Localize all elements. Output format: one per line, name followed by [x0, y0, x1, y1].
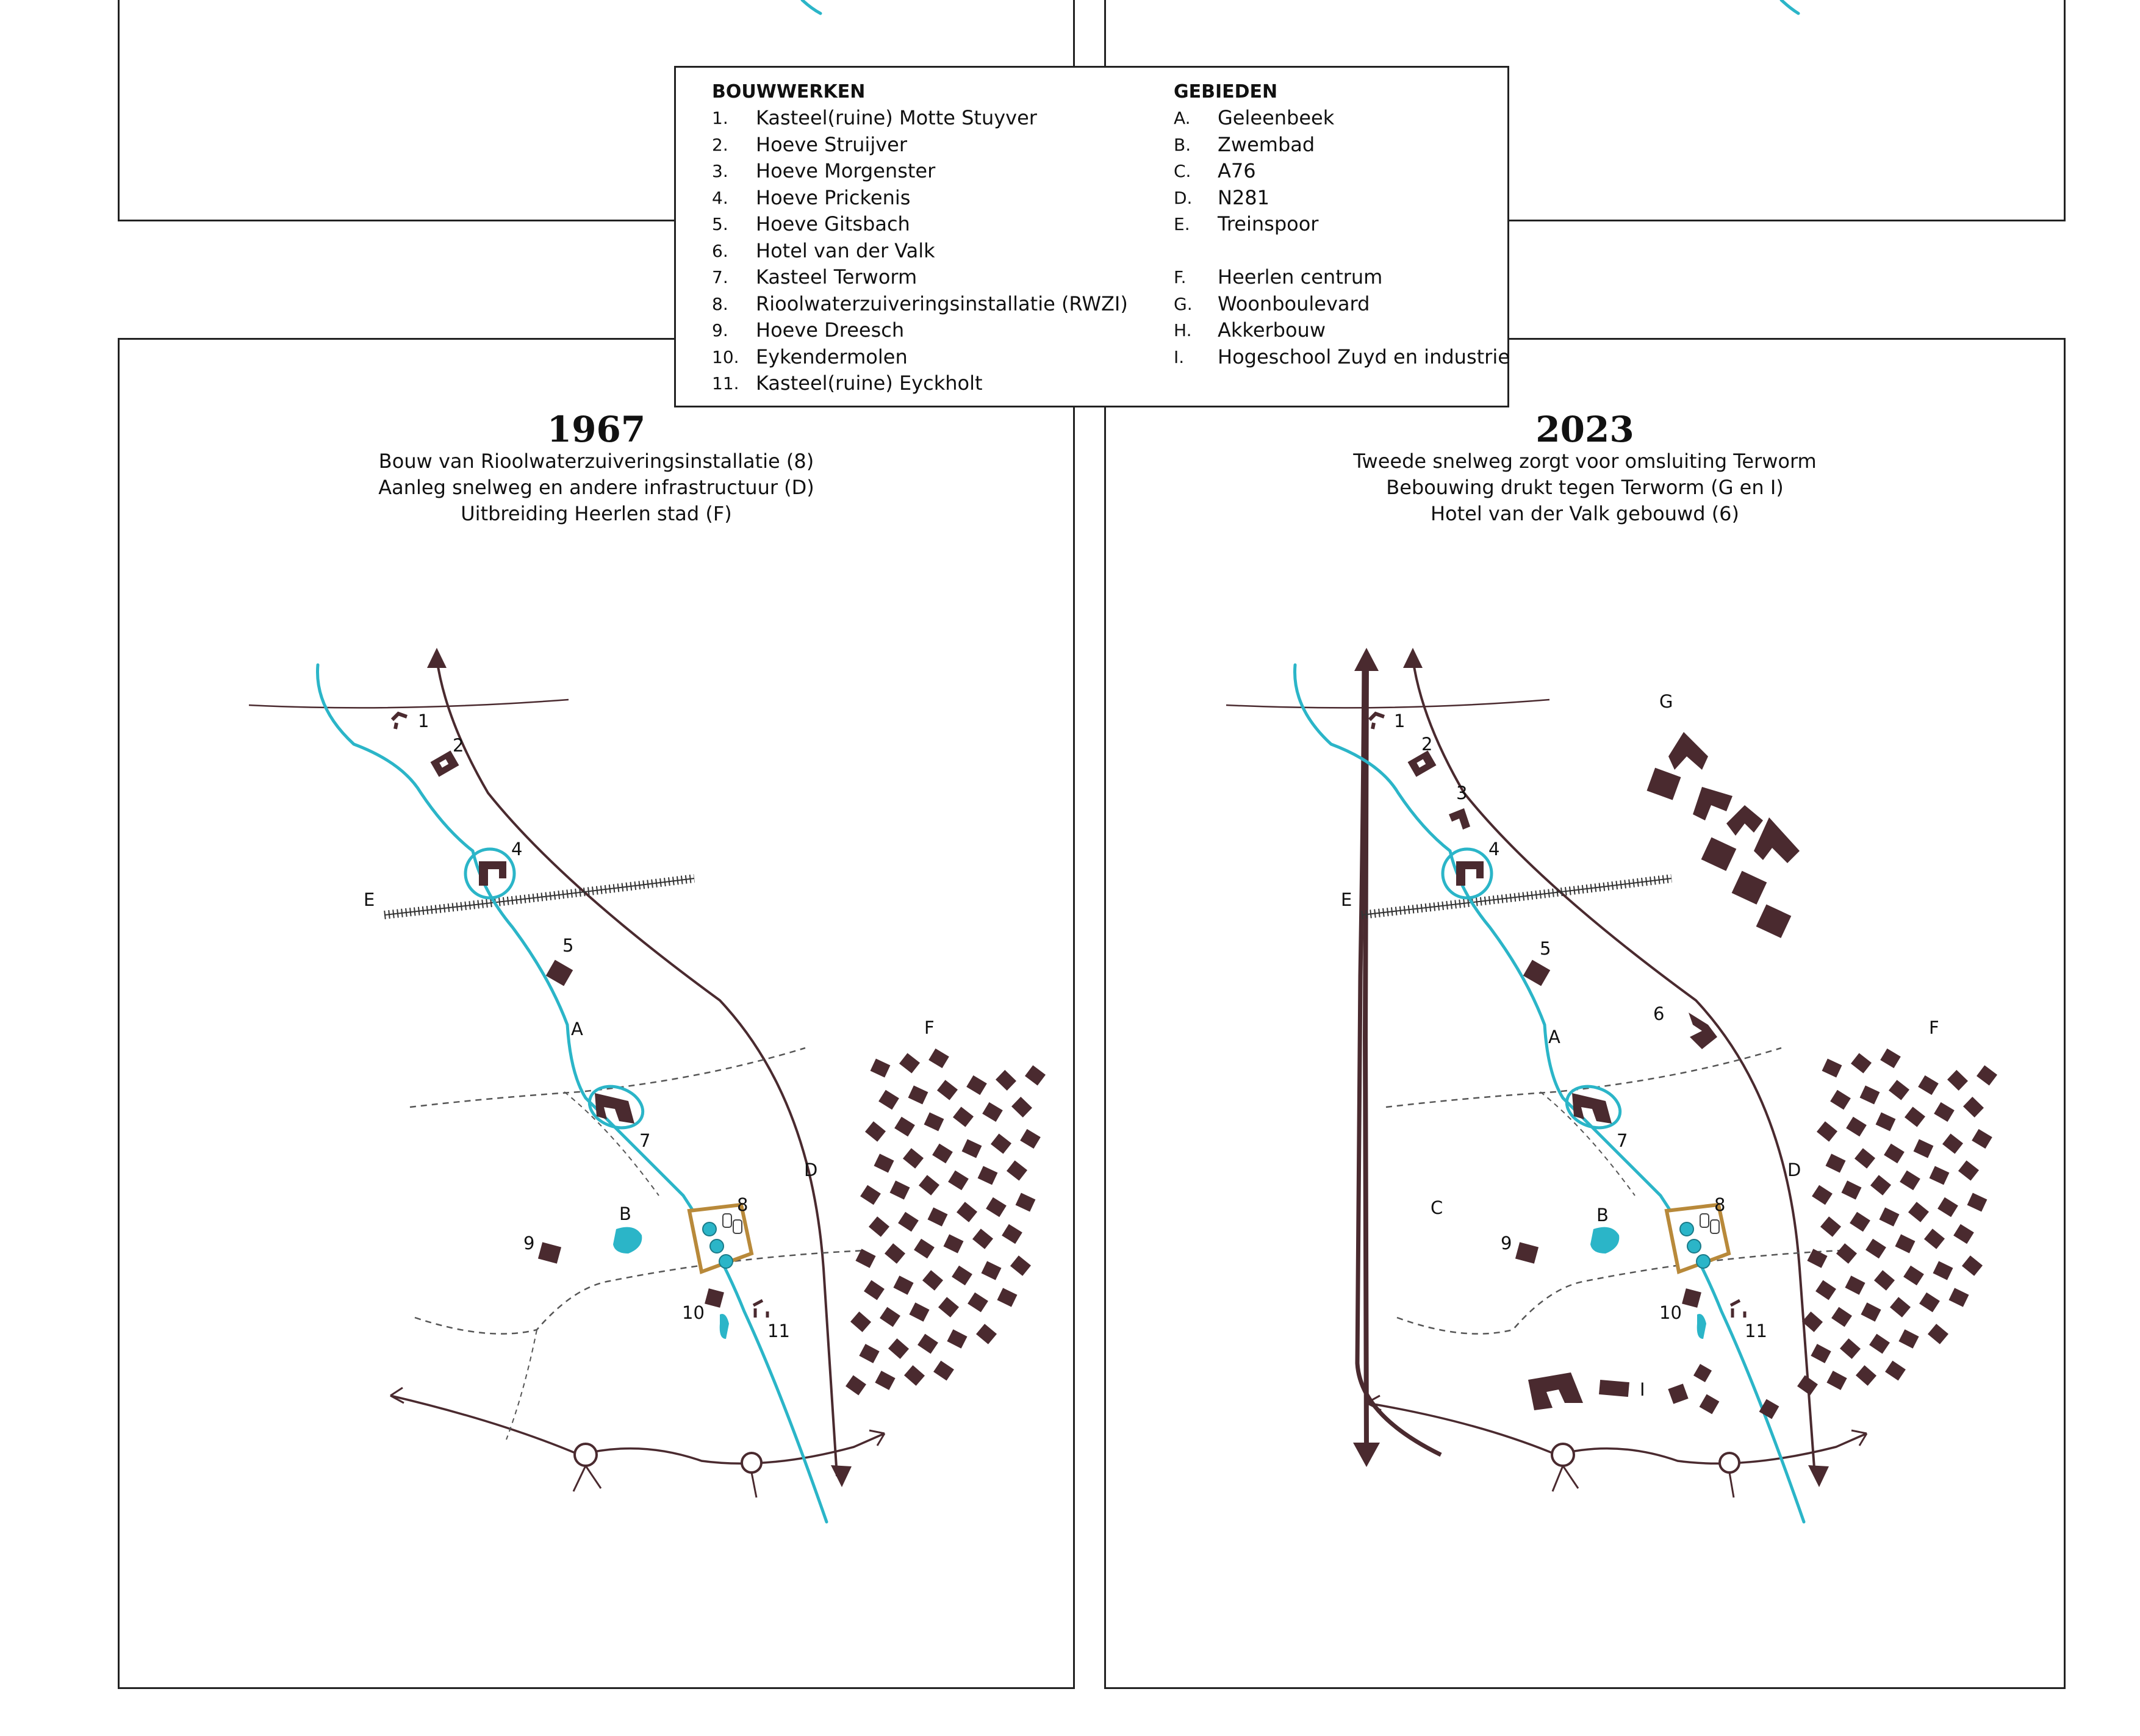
city-building — [1845, 1275, 1865, 1294]
panel-caption-line: Hotel van der Valk gebouwd (6) — [1430, 502, 1740, 525]
city-building — [1918, 1075, 1939, 1095]
city-building — [1928, 1324, 1948, 1344]
city-building — [1937, 1197, 1958, 1217]
legend-label: Hogeschool Zuyd en industrie — [1218, 345, 1510, 368]
city-building — [1820, 1216, 1841, 1237]
road-A76 — [1357, 659, 1441, 1455]
map-label: 10 — [1659, 1302, 1682, 1323]
map-label: 7 — [639, 1130, 651, 1151]
legend-label: Hoeve Dreesch — [756, 318, 905, 342]
map-label: 4 — [1488, 839, 1500, 859]
map-label: 11 — [1745, 1321, 1767, 1341]
map-label: 7 — [1617, 1130, 1628, 1151]
legend-key: G. — [1174, 293, 1193, 314]
map-label: G — [1659, 691, 1673, 712]
map-label: 1 — [1394, 711, 1406, 731]
legend-label: N281 — [1218, 185, 1270, 209]
city-building — [1962, 1255, 1983, 1275]
city-building — [1900, 1171, 1920, 1190]
legend-row — [1174, 211, 1319, 238]
city-building — [1880, 1049, 1901, 1068]
legend-key: 2. — [712, 134, 728, 155]
legend-label: Kasteel Terworm — [756, 265, 917, 289]
map-label: 11 — [767, 1321, 790, 1341]
city-building — [1963, 1097, 1984, 1117]
city-building — [1972, 1129, 1992, 1149]
building-6 — [1689, 1013, 1717, 1049]
legend-key: B. — [1174, 134, 1191, 155]
legend-label: A76 — [1218, 159, 1256, 182]
map-label: 8 — [1714, 1194, 1726, 1215]
map-label: 9 — [1501, 1233, 1512, 1254]
legend-label: Kasteel(ruine) Eyckholt — [756, 371, 983, 395]
legend-row — [712, 317, 905, 344]
panel-caption-line: Bouw van Rioolwaterzuiveringsinstallatie (8) — [378, 450, 814, 473]
map-label: 9 — [523, 1233, 535, 1254]
city-building — [1865, 1239, 1886, 1259]
city-building — [1869, 1334, 1890, 1354]
map-label: 10 — [682, 1302, 705, 1323]
city-building — [1889, 1080, 1909, 1100]
panel-caption-line: Bebouwing drukt tegen Terworm (G en I) — [1386, 476, 1784, 499]
map-label: 1 — [418, 711, 429, 731]
legend-key: 7. — [712, 267, 728, 287]
map-label: D — [804, 1160, 818, 1180]
legend-key: E. — [1174, 214, 1190, 234]
map-label: F — [924, 1017, 935, 1038]
legend-row — [1174, 344, 1510, 371]
city-building — [1905, 1107, 1925, 1127]
woonboulevard-G — [1646, 732, 1800, 938]
map-label: I — [1640, 1379, 1645, 1400]
city-building — [1815, 1280, 1836, 1300]
panel-caption-line: Tweede snelweg zorgt voor omsluiting Terworm — [1353, 450, 1817, 473]
legend-row — [712, 370, 983, 397]
legend-row — [712, 344, 908, 371]
map-label: E — [1341, 889, 1352, 910]
legend-row — [712, 132, 907, 159]
legend-key: 3. — [712, 161, 728, 181]
legend-row — [1174, 317, 1326, 344]
legend-key: I. — [1174, 346, 1185, 367]
city-building — [1919, 1293, 1940, 1313]
legend-key: F. — [1174, 267, 1187, 287]
legend-row — [712, 211, 910, 238]
city-building — [1860, 1086, 1880, 1105]
legend-label: Rioolwaterzuiveringsinstallatie (RWZI) — [756, 292, 1128, 315]
legend-label: Zwembad — [1218, 132, 1315, 156]
legend-label: Hoeve Prickenis — [756, 185, 911, 209]
map-label: 3 — [1456, 783, 1468, 803]
legend-row — [1174, 291, 1370, 318]
legend-label: Kasteel(ruine) Motte Stuyver — [756, 106, 1037, 129]
city-building — [1817, 1121, 1837, 1141]
city-building — [1942, 1133, 1963, 1153]
legend-key: 8. — [712, 293, 728, 314]
map-label: B — [1596, 1205, 1609, 1225]
industry-I — [1528, 1372, 1583, 1410]
legend-row — [1174, 238, 1277, 265]
city-building — [1856, 1365, 1876, 1386]
city-building — [1967, 1193, 1987, 1212]
city-building — [1797, 1376, 1818, 1396]
city-building — [1953, 1224, 1974, 1244]
city-building — [1958, 1160, 1979, 1180]
city-building — [1895, 1234, 1915, 1253]
legend-label: Hoeve Struijver — [756, 132, 907, 156]
legend-key: 1. — [712, 108, 728, 128]
legend-key: 11. — [712, 373, 739, 393]
city-building — [1846, 1117, 1867, 1136]
city-building — [1884, 1144, 1905, 1163]
legend-row — [1174, 264, 1383, 291]
city-building — [1908, 1202, 1929, 1222]
legend-key: H. — [1174, 320, 1192, 340]
legend-key: 6. — [712, 240, 728, 261]
legend-areas-heading: GEBIEDEN — [1174, 81, 1278, 102]
legend-row — [712, 291, 1128, 318]
map-label: D — [1787, 1160, 1801, 1180]
legend-key: 4. — [712, 187, 728, 208]
map-label: F — [1929, 1017, 1939, 1038]
road-N281 — [1413, 659, 1815, 1476]
map-label: E — [364, 889, 375, 910]
map-label: B — [619, 1203, 631, 1224]
legend-label: Heerlen centrum — [1218, 265, 1383, 289]
legend-row — [1174, 105, 1335, 132]
legend-works-heading: BOUWWERKEN — [712, 81, 866, 102]
city-building — [1948, 1288, 1969, 1307]
panel-caption-line: Aanleg snelweg en andere infrastructuur (D) — [378, 476, 814, 499]
city-building — [1934, 1102, 1955, 1122]
legend-row — [712, 185, 911, 212]
legend-row — [712, 238, 935, 265]
city-building — [1836, 1243, 1857, 1264]
city-building — [1977, 1065, 1997, 1085]
map-label: C — [1431, 1197, 1443, 1218]
city-building — [1898, 1329, 1919, 1348]
panel-year: 1967 — [547, 409, 646, 450]
city-building — [1933, 1261, 1953, 1280]
map-label: 4 — [511, 839, 523, 859]
panel-year: 2023 — [1535, 409, 1634, 450]
legend-label: Akkerbouw — [1218, 318, 1326, 342]
map-label: 5 — [1540, 938, 1551, 959]
legend-label: Hotel van der Valk — [756, 239, 935, 262]
legend-row — [1174, 132, 1315, 159]
city-building — [1885, 1361, 1906, 1381]
legend-label: Woonboulevard — [1218, 292, 1370, 315]
city-building — [1914, 1139, 1934, 1158]
city-building — [1855, 1148, 1875, 1168]
city-building — [1947, 1070, 1968, 1091]
city-building — [1831, 1307, 1852, 1327]
legend-areas-column — [1174, 79, 1510, 370]
city-building — [1870, 1175, 1891, 1195]
city-building — [1811, 1344, 1831, 1363]
city-building — [1840, 1338, 1861, 1359]
map-label: 2 — [1421, 734, 1433, 755]
legend-key: 5. — [712, 214, 728, 234]
city-building — [1841, 1180, 1861, 1199]
city-building — [1876, 1113, 1896, 1132]
city-heerlen-2023 — [1797, 1049, 1997, 1396]
city-building — [1850, 1212, 1870, 1232]
city-building — [1825, 1153, 1845, 1172]
legend-row — [1174, 185, 1277, 212]
map-label: A — [1548, 1027, 1560, 1047]
legend-key: C. — [1174, 161, 1191, 181]
panel-caption-line: Uitbreiding Heerlen stad (F) — [461, 502, 732, 525]
legend-row — [712, 264, 917, 291]
panel-heading-2023 — [1104, 411, 2066, 527]
legend-row — [712, 105, 1037, 132]
map-label: 2 — [453, 735, 464, 756]
building-3 — [1449, 808, 1470, 830]
legend-key: 10. — [712, 346, 739, 367]
panel-heading-1967 — [118, 411, 1075, 527]
city-building — [1851, 1053, 1872, 1073]
legend-key: 9. — [712, 320, 728, 340]
legend-row — [1174, 158, 1277, 185]
legend-box — [674, 66, 1509, 407]
legend-row — [712, 158, 936, 185]
city-building — [1930, 1166, 1950, 1185]
legend-key: A. — [1174, 108, 1191, 128]
city-building — [1890, 1297, 1911, 1318]
city-building — [1830, 1090, 1851, 1110]
city-building — [1903, 1266, 1924, 1286]
legend-label: Eykendermolen — [756, 345, 908, 368]
city-building — [1826, 1371, 1847, 1390]
legend-key: D. — [1174, 187, 1193, 208]
city-building — [1924, 1228, 1945, 1249]
legend-label: Treinspoor — [1218, 212, 1319, 235]
city-building — [1822, 1059, 1842, 1078]
map-label: 6 — [1653, 1003, 1665, 1024]
city-building — [1861, 1302, 1881, 1321]
city-building — [1812, 1185, 1833, 1205]
legend-label: Geleenbeek — [1218, 106, 1335, 129]
legend-label: Hoeve Gitsbach — [756, 212, 910, 235]
map-label: 8 — [737, 1194, 749, 1215]
legend-works-column — [712, 79, 1128, 397]
map-label: 5 — [562, 935, 574, 956]
map-label: A — [571, 1019, 583, 1039]
city-building — [1879, 1207, 1899, 1226]
legend-label: Hoeve Morgenster — [756, 159, 936, 182]
city-building — [1874, 1270, 1895, 1291]
